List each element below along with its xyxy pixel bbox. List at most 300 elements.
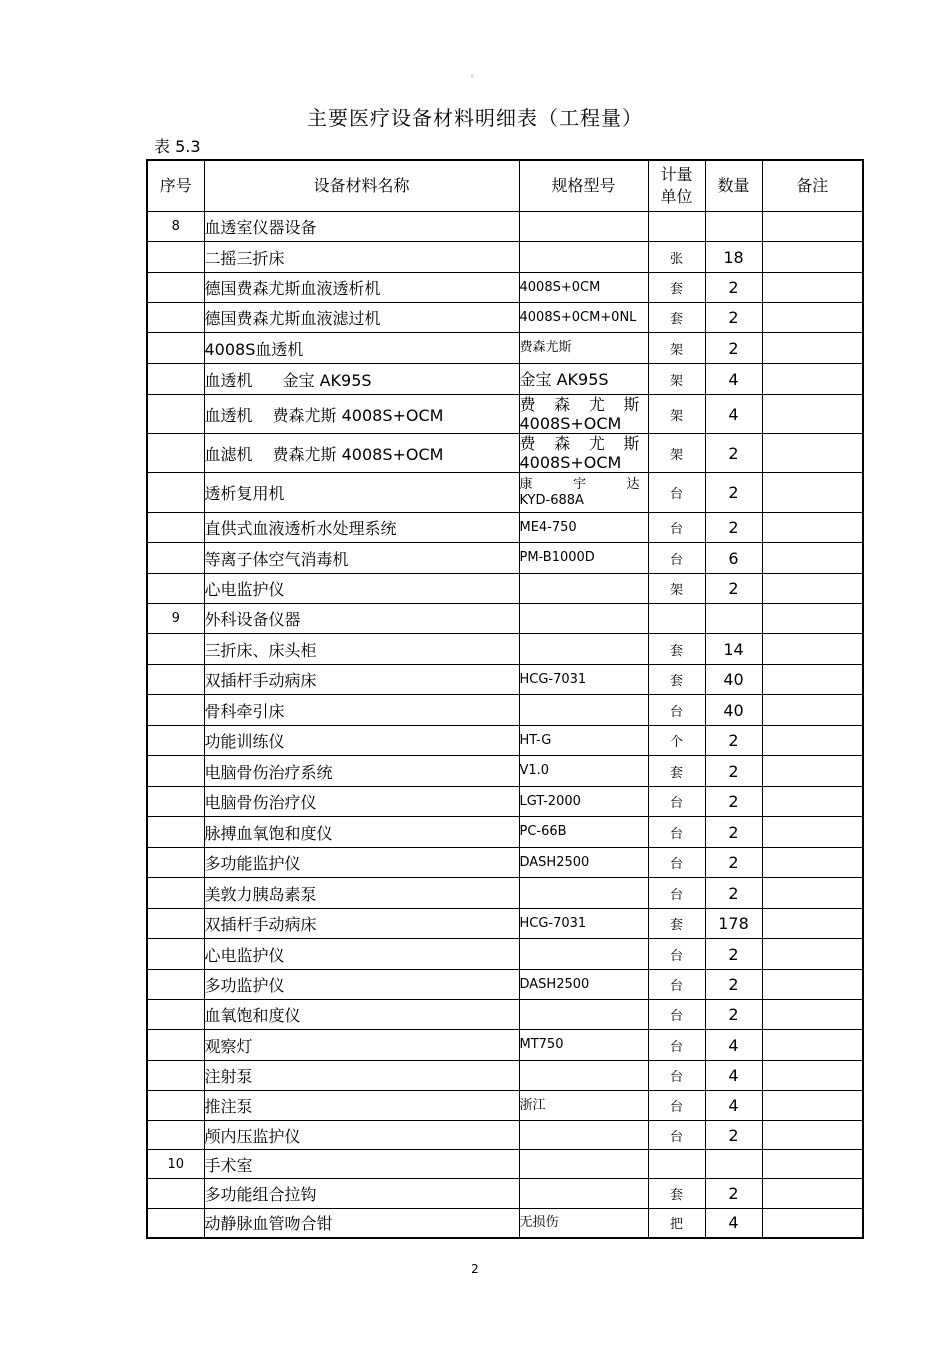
spec-cell — [519, 756, 648, 787]
table-row — [147, 574, 863, 604]
equipment-table — [146, 159, 864, 1239]
spec-cell — [519, 726, 648, 756]
item-name: 双插杆手动病床 — [204, 915, 317, 934]
spec-cell — [519, 634, 648, 665]
seq-cell — [147, 665, 204, 695]
qty-cell: 2 — [705, 333, 762, 364]
item-name: 4008S血透机 — [204, 339, 304, 359]
unit-cell: 套 — [648, 273, 705, 303]
name-cell — [204, 303, 519, 333]
unit-cell: 个 — [648, 726, 705, 756]
table-row — [147, 634, 863, 665]
spec-value: 4008S+0CM — [519, 279, 601, 295]
seq-cell — [147, 726, 204, 756]
qty-cell: 40 — [705, 695, 762, 726]
remark-cell — [762, 513, 863, 543]
name-cell — [204, 1030, 519, 1061]
seq-cell — [147, 1179, 204, 1209]
qty-cell: 2 — [705, 970, 762, 1000]
remark-cell — [762, 665, 863, 695]
seq-cell — [147, 817, 204, 848]
remark-cell — [762, 878, 863, 909]
remark-cell — [762, 726, 863, 756]
spec-value: V1.0 — [519, 763, 550, 778]
qty-cell: 18 — [705, 242, 762, 273]
item-name: 直供式血液透析水处理系统 — [204, 519, 397, 538]
remark-cell — [762, 434, 863, 473]
item-name: 双插杆手动病床 — [204, 671, 317, 690]
qty-cell: 2 — [705, 787, 762, 817]
header-qty: 数量 — [705, 160, 762, 212]
item-name: 美敦力胰岛素泵 — [204, 884, 317, 904]
table-row — [147, 970, 863, 1000]
unit-cell — [648, 1150, 705, 1179]
unit-cell — [648, 604, 705, 634]
unit-cell: 架 — [648, 364, 705, 395]
unit-cell: 套 — [648, 909, 705, 939]
seq-cell — [147, 333, 204, 364]
name-cell — [204, 878, 519, 909]
remark-cell — [762, 473, 863, 513]
spec-line: KYD-688A — [519, 492, 584, 508]
remark-cell — [762, 303, 863, 333]
item-name-part: 血透机 — [204, 370, 253, 390]
remark-cell — [762, 939, 863, 970]
qty-cell: 2 — [705, 756, 762, 787]
item-name: 功能训练仪 — [204, 732, 285, 751]
item-name: 等离子体空气消毒机 — [204, 549, 349, 569]
unit-cell: 台 — [648, 473, 705, 513]
name-cell — [204, 242, 519, 273]
seq-cell — [147, 787, 204, 817]
remark-cell — [762, 333, 863, 364]
spec-cell — [519, 1091, 648, 1121]
qty-cell: 40 — [705, 665, 762, 695]
remark-cell — [762, 848, 863, 878]
name-cell — [204, 395, 519, 434]
seq-cell — [147, 970, 204, 1000]
spec-cell — [519, 434, 648, 473]
seq-cell — [147, 364, 204, 395]
table-row — [147, 434, 863, 473]
spec-cell — [519, 939, 648, 970]
seq-cell — [147, 242, 204, 273]
unit-cell: 台 — [648, 1000, 705, 1030]
seq-cell: 10 — [147, 1150, 204, 1179]
table-row — [147, 273, 863, 303]
spec-line: 4008S+OCM — [519, 414, 622, 433]
spec-cell — [519, 364, 648, 395]
item-name-part: 费森尤斯 4008S+OCM — [272, 444, 444, 464]
name-cell — [204, 1061, 519, 1091]
seq-cell — [147, 848, 204, 878]
item-name: 多功能监护仪 — [204, 854, 301, 873]
qty-cell: 2 — [705, 434, 762, 473]
item-name: 手术室 — [204, 1155, 253, 1175]
seq-cell — [147, 395, 204, 434]
unit-cell: 台 — [648, 1121, 705, 1150]
item-name: 多功能组合拉钩 — [204, 1185, 317, 1204]
name-cell — [204, 939, 519, 970]
spec-cell — [519, 513, 648, 543]
spec-value: ME4-750 — [519, 519, 577, 535]
item-name: 德国费森尤斯血液透析机 — [204, 279, 381, 298]
name-cell — [204, 787, 519, 817]
header-unit-line1: 计量 — [660, 165, 693, 184]
qty-cell: 2 — [705, 1179, 762, 1209]
name-cell — [204, 817, 519, 848]
item-name: 外科设备仪器 — [204, 610, 301, 629]
spec-value: MT750 — [519, 1037, 564, 1052]
unit-cell: 台 — [648, 848, 705, 878]
spec-line: 康 宇 达 — [519, 476, 640, 492]
unit-cell: 台 — [648, 513, 705, 543]
table-row — [147, 756, 863, 787]
spec-value: LGT-2000 — [519, 793, 581, 809]
item-name-part: 血透机 — [204, 405, 253, 425]
name-cell — [204, 1150, 519, 1179]
qty-cell: 4 — [705, 1030, 762, 1061]
header-dot: 。 — [470, 69, 480, 79]
item-name-part: 血滤机 — [204, 444, 253, 464]
seq-cell — [147, 434, 204, 473]
name-cell — [204, 1179, 519, 1209]
item-name: 电脑骨伤治疗仪 — [204, 793, 317, 812]
table-row — [147, 473, 863, 513]
unit-cell: 台 — [648, 1091, 705, 1121]
header-remark: 备注 — [762, 160, 863, 212]
remark-cell — [762, 364, 863, 395]
table-row — [147, 1030, 863, 1061]
spec-cell — [519, 787, 648, 817]
item-name: 多功监护仪 — [204, 976, 285, 995]
unit-cell: 架 — [648, 574, 705, 604]
qty-cell: 2 — [705, 1000, 762, 1030]
name-cell — [204, 909, 519, 939]
item-name: 三折床、床头柜 — [204, 640, 317, 660]
table-row — [147, 726, 863, 756]
spec-cell — [519, 1121, 648, 1150]
qty-cell: 178 — [705, 909, 762, 939]
header-spec: 规格型号 — [519, 160, 648, 212]
item-name-part: 金宝 AK95S — [282, 370, 372, 390]
table-row — [147, 1209, 863, 1238]
spec-cell — [519, 665, 648, 695]
unit-cell: 台 — [648, 878, 705, 909]
seq-cell — [147, 1000, 204, 1030]
unit-cell: 张 — [648, 242, 705, 273]
spec-value: 费森尤斯 — [519, 340, 572, 355]
unit-cell: 套 — [648, 1179, 705, 1209]
table-row — [147, 695, 863, 726]
table-row — [147, 303, 863, 333]
item-name: 心电监护仪 — [204, 945, 285, 965]
seq-cell — [147, 878, 204, 909]
name-cell — [204, 970, 519, 1000]
spec-value: DASH2500 — [519, 854, 590, 870]
spec-value: PC-66B — [519, 824, 567, 839]
name-cell — [204, 212, 519, 242]
unit-cell: 架 — [648, 434, 705, 473]
table-row — [147, 604, 863, 634]
spec-cell — [519, 543, 648, 574]
table-row — [147, 878, 863, 909]
qty-cell: 4 — [705, 364, 762, 395]
spec-value: HCG-7031 — [519, 671, 587, 687]
remark-cell — [762, 1121, 863, 1150]
unit-cell: 台 — [648, 695, 705, 726]
remark-cell — [762, 817, 863, 848]
unit-cell: 台 — [648, 1061, 705, 1091]
remark-cell — [762, 1209, 863, 1238]
name-cell — [204, 1121, 519, 1150]
qty-cell — [705, 1150, 762, 1179]
table-row — [147, 395, 863, 434]
qty-cell — [705, 212, 762, 242]
item-name: 观察灯 — [204, 1036, 253, 1056]
qty-cell — [705, 604, 762, 634]
unit-cell: 架 — [648, 333, 705, 364]
name-cell — [204, 634, 519, 665]
seq-cell — [147, 939, 204, 970]
item-name: 二摇三折床 — [204, 248, 285, 268]
header-name: 设备材料名称 — [204, 160, 519, 212]
qty-cell: 4 — [705, 1209, 762, 1238]
name-cell — [204, 1091, 519, 1121]
table-row — [147, 1179, 863, 1209]
seq-cell — [147, 1030, 204, 1061]
name-cell — [204, 333, 519, 364]
spec-value: 无损伤 — [519, 1214, 559, 1230]
seq-cell — [147, 1209, 204, 1238]
qty-cell: 4 — [705, 1091, 762, 1121]
item-name: 动静脉血管吻合钳 — [204, 1214, 333, 1234]
item-name: 血透室仪器设备 — [204, 218, 317, 237]
remark-cell — [762, 756, 863, 787]
qty-cell: 2 — [705, 1121, 762, 1150]
spec-cell — [519, 1179, 648, 1209]
spec-cell — [519, 333, 648, 364]
table-row — [147, 665, 863, 695]
name-cell — [204, 695, 519, 726]
remark-cell — [762, 634, 863, 665]
seq-cell: 9 — [147, 604, 204, 634]
unit-cell: 台 — [648, 970, 705, 1000]
qty-cell: 4 — [705, 1061, 762, 1091]
remark-cell — [762, 1061, 863, 1091]
spec-cell — [519, 1209, 648, 1238]
spec-value: DASH2500 — [519, 976, 590, 992]
seq-cell — [147, 695, 204, 726]
spec-cell — [519, 273, 648, 303]
name-cell — [204, 364, 519, 395]
table-row — [147, 817, 863, 848]
name-cell — [204, 1000, 519, 1030]
seq-cell — [147, 1061, 204, 1091]
name-cell — [204, 434, 519, 473]
seq-cell — [147, 1091, 204, 1121]
name-cell — [204, 513, 519, 543]
unit-cell: 台 — [648, 1030, 705, 1061]
item-name: 电脑骨伤治疗系统 — [204, 762, 333, 782]
name-cell — [204, 473, 519, 513]
remark-cell — [762, 970, 863, 1000]
table-row — [147, 513, 863, 543]
item-name: 血氧饱和度仪 — [204, 1006, 301, 1025]
item-name: 骨科牵引床 — [204, 701, 285, 721]
table-row — [147, 1121, 863, 1150]
qty-cell: 4 — [705, 395, 762, 434]
table-row — [147, 333, 863, 364]
seq-cell — [147, 634, 204, 665]
spec-cell — [519, 878, 648, 909]
unit-cell: 台 — [648, 939, 705, 970]
spec-value: HCG-7031 — [519, 915, 587, 931]
remark-cell — [762, 1000, 863, 1030]
qty-cell: 2 — [705, 848, 762, 878]
table-row — [147, 1091, 863, 1121]
remark-cell — [762, 787, 863, 817]
seq-cell — [147, 574, 204, 604]
table-row — [147, 364, 863, 395]
remark-cell — [762, 273, 863, 303]
item-name: 推注泵 — [204, 1097, 253, 1116]
remark-cell — [762, 604, 863, 634]
table-row — [147, 242, 863, 273]
spec-value: 4008S+0CM+0NL — [519, 309, 637, 325]
unit-cell: 把 — [648, 1209, 705, 1238]
spec-cell — [519, 695, 648, 726]
table-row — [147, 543, 863, 574]
remark-cell — [762, 395, 863, 434]
unit-cell — [648, 212, 705, 242]
table-row — [147, 212, 863, 242]
seq-cell: 8 — [147, 212, 204, 242]
page-number: 2 — [471, 1262, 479, 1276]
spec-value: HT-G — [519, 732, 552, 748]
qty-cell: 2 — [705, 726, 762, 756]
spec-cell — [519, 909, 648, 939]
name-cell — [204, 848, 519, 878]
qty-cell: 2 — [705, 473, 762, 513]
spec-cell — [519, 817, 648, 848]
item-name: 颅内压监护仪 — [204, 1126, 301, 1146]
qty-cell: 2 — [705, 939, 762, 970]
remark-cell — [762, 242, 863, 273]
spec-cell — [519, 395, 648, 434]
remark-cell — [762, 1150, 863, 1179]
remark-cell — [762, 574, 863, 604]
table-row — [147, 1150, 863, 1179]
name-cell — [204, 756, 519, 787]
qty-cell: 2 — [705, 273, 762, 303]
spec-cell — [519, 303, 648, 333]
name-cell — [204, 1209, 519, 1238]
spec-cell — [519, 242, 648, 273]
seq-cell — [147, 756, 204, 787]
spec-cell — [519, 212, 648, 242]
remark-cell — [762, 1091, 863, 1121]
unit-cell: 套 — [648, 665, 705, 695]
table-row — [147, 848, 863, 878]
seq-cell — [147, 513, 204, 543]
item-name: 德国费森尤斯血液滤过机 — [204, 309, 381, 328]
spec-cell — [519, 1061, 648, 1091]
name-cell — [204, 604, 519, 634]
spec-cell — [519, 574, 648, 604]
seq-cell — [147, 543, 204, 574]
remark-cell — [762, 212, 863, 242]
item-name: 注射泵 — [204, 1067, 253, 1086]
item-name: 透析复用机 — [204, 484, 285, 503]
qty-cell: 6 — [705, 543, 762, 574]
seq-cell — [147, 273, 204, 303]
seq-cell — [147, 1121, 204, 1150]
header-seq: 序号 — [147, 160, 204, 212]
spec-line: 4008S+OCM — [519, 453, 622, 472]
page-title: 主要医疗设备材料明细表（工程量） — [307, 106, 643, 130]
spec-line: 费 森 尤 斯 — [519, 434, 640, 453]
qty-cell: 14 — [705, 634, 762, 665]
table-row — [147, 1061, 863, 1091]
remark-cell — [762, 1030, 863, 1061]
unit-cell: 台 — [648, 817, 705, 848]
spec-value: PM-B1000D — [519, 550, 595, 565]
unit-cell: 套 — [648, 303, 705, 333]
table-row — [147, 909, 863, 939]
seq-cell — [147, 473, 204, 513]
spec-cell — [519, 970, 648, 1000]
remark-cell — [762, 543, 863, 574]
table-row — [147, 1000, 863, 1030]
spec-cell — [519, 848, 648, 878]
qty-cell: 2 — [705, 817, 762, 848]
seq-cell — [147, 909, 204, 939]
name-cell — [204, 726, 519, 756]
qty-cell: 2 — [705, 878, 762, 909]
table-header-row — [147, 160, 863, 212]
spec-cell — [519, 604, 648, 634]
item-name: 脉搏血氧饱和度仪 — [204, 823, 333, 843]
table-row — [147, 939, 863, 970]
item-name-part: 费森尤斯 4008S+OCM — [272, 405, 444, 425]
spec-line: 费 森 尤 斯 — [519, 395, 640, 414]
spec-cell — [519, 473, 648, 513]
table-number: 表 5.3 — [154, 137, 201, 156]
spec-cell — [519, 1150, 648, 1179]
name-cell — [204, 543, 519, 574]
remark-cell — [762, 695, 863, 726]
remark-cell — [762, 909, 863, 939]
unit-cell: 台 — [648, 543, 705, 574]
spec-value: 浙江 — [519, 1097, 546, 1113]
qty-cell: 2 — [705, 574, 762, 604]
name-cell — [204, 574, 519, 604]
spec-cell — [519, 1000, 648, 1030]
spec-value: 金宝 AK95S — [519, 369, 609, 389]
table-row — [147, 787, 863, 817]
qty-cell: 2 — [705, 513, 762, 543]
name-cell — [204, 273, 519, 303]
unit-cell: 套 — [648, 634, 705, 665]
qty-cell: 2 — [705, 303, 762, 333]
header-unit-line2: 单位 — [660, 187, 693, 206]
unit-cell: 架 — [648, 395, 705, 434]
remark-cell — [762, 1179, 863, 1209]
spec-cell — [519, 1030, 648, 1061]
item-name: 心电监护仪 — [204, 580, 285, 599]
name-cell — [204, 665, 519, 695]
